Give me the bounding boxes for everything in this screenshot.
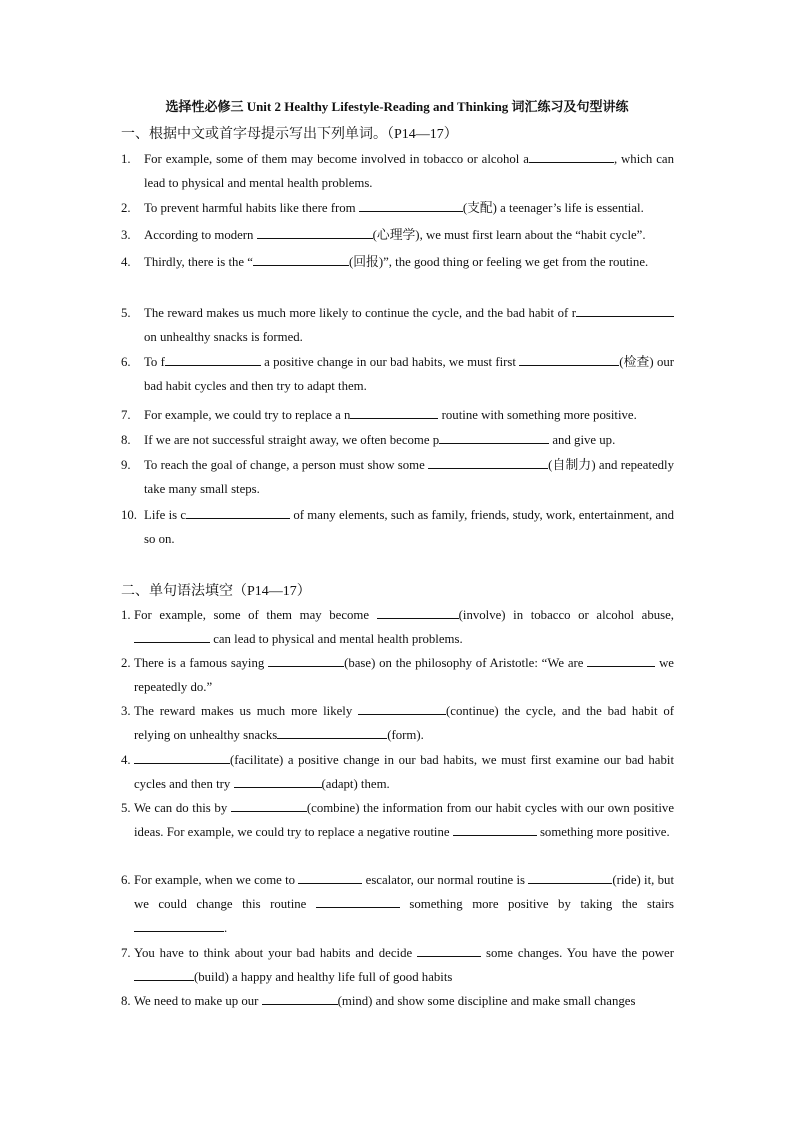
s2-item-6: 6. For example, when we come to escalator, our normal routine is (ride) it, but we could change this routine something more positive by taking the stairs .	[121, 868, 674, 940]
answer-blank[interactable]	[453, 821, 537, 836]
answer-blank[interactable]	[268, 652, 344, 667]
answer-blank[interactable]	[165, 351, 261, 366]
s2-item-1: 1. For example, some of them may become (involve) in tobacco or alcohol abuse, can lead to physical and mental health problems.	[121, 603, 674, 651]
s1-item-6: 6. To f a positive change in our bad habits, we must first (检查) our bad habit cycles and then try to adapt them.	[121, 350, 674, 398]
s1-item-10: 10. Life is c of many elements, such as family, friends, study, work, entertainment, and so on.	[121, 503, 674, 551]
s1-item-2: 2. To prevent harmful habits like there from (支配) a teenager’s life is essential.	[121, 196, 674, 220]
answer-blank[interactable]	[234, 773, 322, 788]
answer-blank[interactable]	[186, 504, 290, 519]
s2-item-8: 8. We need to make up our (mind) and show some discipline and make small changes	[121, 989, 674, 1013]
answer-blank[interactable]	[134, 966, 194, 981]
s1-item-1: 1. For example, some of them may become involved in tobacco or alcohol a , which can lead to physical and mental health problems.	[121, 147, 674, 195]
page-title: 选择性必修三 Unit 2 Healthy Lifestyle-Reading and Thinking 词汇练习及句型讲练	[165, 99, 629, 114]
answer-blank[interactable]	[428, 454, 548, 469]
s2-item-5: 5. We can do this by (combine) the information from our habit cycles with our own positive ideas. For example, we could try to replace a negative routine something more positive.	[121, 796, 674, 844]
answer-blank[interactable]	[316, 893, 400, 908]
s1-item-3: 3. According to modern (心理学), we must first learn about the “habit cycle”.	[121, 223, 674, 247]
answer-blank[interactable]	[439, 429, 549, 444]
s1-item-8: 8. If we are not successful straight away, we often become p and give up.	[121, 428, 674, 452]
answer-blank[interactable]	[257, 224, 373, 239]
answer-blank[interactable]	[134, 917, 224, 932]
s1-item-5: 5. The reward makes us much more likely to continue the cycle, and the bad habit of r on unhealthy snacks is formed.	[121, 301, 674, 349]
answer-blank[interactable]	[576, 302, 674, 317]
s2-item-7: 7. You have to think about your bad habits and decide some changes. You have the power (build) a happy and healthy life full of good habits	[121, 941, 674, 989]
answer-blank[interactable]	[377, 604, 459, 619]
answer-blank[interactable]	[298, 869, 362, 884]
answer-blank[interactable]	[528, 869, 612, 884]
answer-blank[interactable]	[134, 749, 230, 764]
s1-item-4: 4. Thirdly, there is the “ (回报)”, the good thing or feeling we get from the routine.	[121, 250, 674, 274]
answer-blank[interactable]	[359, 197, 463, 212]
answer-blank[interactable]	[358, 700, 446, 715]
answer-blank[interactable]	[231, 797, 307, 812]
answer-blank[interactable]	[262, 990, 338, 1005]
s2-item-3: 3. The reward makes us much more likely (continue) the cycle, and the bad habit of relying on unhealthy snacks (form).	[121, 699, 674, 747]
s2-item-4: 4. (facilitate) a positive change in our bad habits, we must first examine our bad habit cycles and then try (adapt) them.	[121, 748, 674, 796]
answer-blank[interactable]	[529, 148, 614, 163]
answer-blank[interactable]	[587, 652, 655, 667]
answer-blank[interactable]	[519, 351, 619, 366]
answer-blank[interactable]	[417, 942, 481, 957]
answer-blank[interactable]	[277, 724, 387, 739]
s1-item-9: 9. To reach the goal of change, a person must show some (自制力) and repeatedly take many small steps.	[121, 453, 674, 501]
answer-blank[interactable]	[350, 404, 438, 419]
s2-item-2: 2. There is a famous saying (base) on the philosophy of Aristotle: “We are we repeatedly do.”	[121, 651, 674, 699]
answer-blank[interactable]	[134, 628, 210, 643]
s1-item-7: 7. For example, we could try to replace a n routine with something more positive.	[121, 403, 674, 427]
section2-heading: 二、单句语法填空（P14—17）	[121, 584, 311, 599]
answer-blank[interactable]	[253, 251, 349, 266]
section1-heading: 一、根据中文或首字母提示写出下列单词。（P14—17）	[121, 127, 458, 142]
